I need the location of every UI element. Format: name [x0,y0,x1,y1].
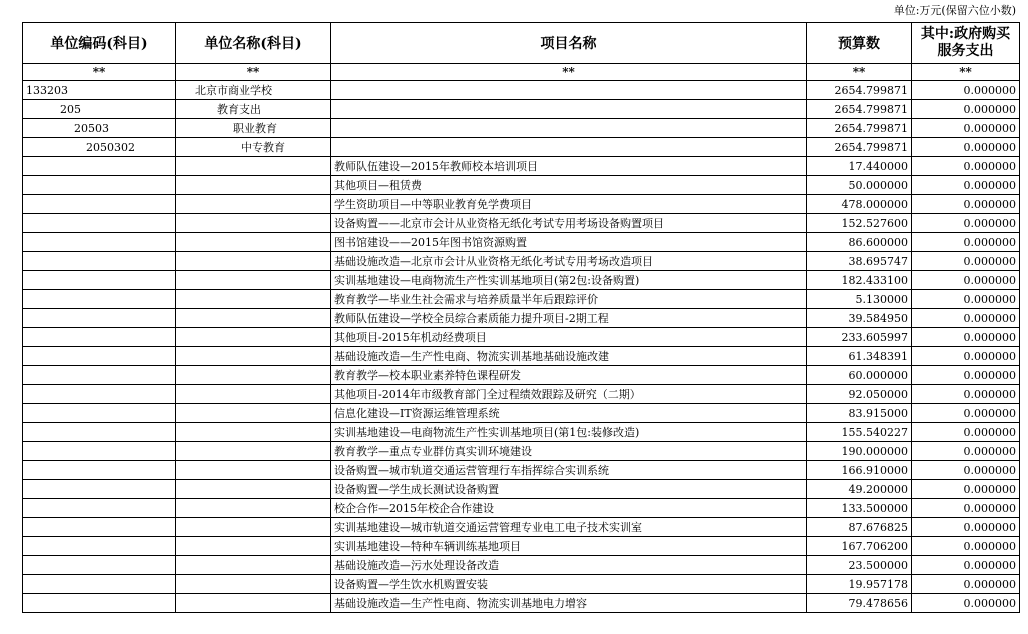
cell-unit-code [23,309,176,328]
cell-unit-code [23,385,176,404]
table-row [23,176,1020,195]
cell-project-name: 设备购置——北京市会计从业资格无纸化考试专用考场设备购置项目 [331,214,807,233]
cell-budget: 2654.799871 [807,119,912,138]
cell-unit-code [23,347,176,366]
cell-gov-purchase: 0.000000 [912,100,1020,119]
cell-budget: 87.676825 [807,518,912,537]
table-row [23,233,1020,252]
cell-gov-purchase: 0.000000 [912,385,1020,404]
cell-project-name [331,138,807,157]
cell-project-name: 实训基地建设—电商物流生产性实训基地项目(第2包:设备购置) [331,271,807,290]
cell-unit-code [23,195,176,214]
cell-budget: 233.605997 [807,328,912,347]
cell-unit-name [176,366,331,385]
cell-budget: 5.130000 [807,290,912,309]
cell-gov-purchase: 0.000000 [912,195,1020,214]
cell-gov-purchase: 0.000000 [912,518,1020,537]
cell-project-name: 学生资助项目—中等职业教育免学费项目 [331,195,807,214]
cell-budget: 38.695747 [807,252,912,271]
table-row [23,556,1020,575]
cell-unit-code [23,328,176,347]
stars-project: ** [331,64,807,81]
cell-gov-purchase: 0.000000 [912,423,1020,442]
unit-note: 单位:万元(保留六位小数) [893,4,1016,17]
cell-gov-purchase: 0.000000 [912,404,1020,423]
cell-project-name: 设备购置—学生成长测试设备购置 [331,480,807,499]
cell-unit-code: 205 [23,100,176,119]
header-project-name: 项目名称 [331,23,807,64]
cell-unit-name [176,309,331,328]
cell-unit-code [23,575,176,594]
cell-gov-purchase: 0.000000 [912,271,1020,290]
cell-unit-name [176,252,331,271]
cell-project-name: 实训基地建设—城市轨道交通运营管理专业电工电子技术实训室 [331,518,807,537]
cell-project-name: 实训基地建设—电商物流生产性实训基地项目(第1包:装修改造) [331,423,807,442]
cell-unit-code [23,499,176,518]
cell-budget: 79.478656 [807,594,912,613]
table-row [23,157,1020,176]
cell-gov-purchase: 0.000000 [912,309,1020,328]
header-budget: 预算数 [807,23,912,64]
cell-gov-purchase: 0.000000 [912,575,1020,594]
cell-unit-name [176,556,331,575]
cell-project-name [331,81,807,100]
cell-unit-name [176,347,331,366]
cell-unit-name [176,271,331,290]
cell-budget: 61.348391 [807,347,912,366]
cell-budget: 2654.799871 [807,138,912,157]
cell-project-name: 教育教学—校本职业素养特色课程研发 [331,366,807,385]
stars-gov: ** [912,64,1020,81]
cell-gov-purchase: 0.000000 [912,556,1020,575]
cell-unit-name [176,461,331,480]
table-row [23,290,1020,309]
cell-budget: 166.910000 [807,461,912,480]
table-body [23,81,1020,613]
table-row [23,423,1020,442]
table-row [23,100,1020,119]
cell-unit-name: 北京市商业学校 [176,81,331,100]
table-row [23,442,1020,461]
cell-gov-purchase: 0.000000 [912,119,1020,138]
placeholder-row [23,64,1020,81]
cell-budget: 23.500000 [807,556,912,575]
cell-unit-code [23,252,176,271]
cell-unit-name [176,594,331,613]
stars-budget: ** [807,64,912,81]
table-row [23,385,1020,404]
cell-unit-name [176,537,331,556]
header-unit-code: 单位编码(科目) [23,23,176,64]
table-row [23,81,1020,100]
cell-unit-code [23,461,176,480]
cell-gov-purchase: 0.000000 [912,461,1020,480]
cell-project-name: 教师队伍建设—2015年教师校本培训项目 [331,157,807,176]
cell-unit-name [176,385,331,404]
table-row [23,461,1020,480]
cell-unit-code [23,442,176,461]
cell-gov-purchase: 0.000000 [912,499,1020,518]
cell-gov-purchase: 0.000000 [912,594,1020,613]
table-row [23,518,1020,537]
cell-budget: 2654.799871 [807,81,912,100]
cell-budget: 86.600000 [807,233,912,252]
cell-unit-code [23,594,176,613]
cell-unit-name [176,442,331,461]
cell-unit-name [176,480,331,499]
table-row [23,480,1020,499]
table-row [23,594,1020,613]
cell-budget: 92.050000 [807,385,912,404]
cell-unit-name [176,518,331,537]
cell-gov-purchase: 0.000000 [912,214,1020,233]
cell-gov-purchase: 0.000000 [912,480,1020,499]
table-row [23,328,1020,347]
cell-budget: 60.000000 [807,366,912,385]
cell-unit-name [176,176,331,195]
cell-unit-code [23,176,176,195]
cell-gov-purchase: 0.000000 [912,328,1020,347]
cell-gov-purchase: 0.000000 [912,176,1020,195]
cell-project-name: 信息化建设—IT资源运维管理系统 [331,404,807,423]
cell-budget: 17.440000 [807,157,912,176]
cell-budget: 155.540227 [807,423,912,442]
cell-project-name: 其他项目-2015年机动经费项目 [331,328,807,347]
cell-unit-name: 教育支出 [176,100,331,119]
cell-unit-name [176,290,331,309]
cell-gov-purchase: 0.000000 [912,138,1020,157]
cell-budget: 152.527600 [807,214,912,233]
cell-unit-code [23,423,176,442]
cell-budget: 167.706200 [807,537,912,556]
cell-project-name: 校企合作—2015年校企合作建设 [331,499,807,518]
cell-gov-purchase: 0.000000 [912,537,1020,556]
cell-unit-code [23,290,176,309]
cell-unit-name [176,404,331,423]
cell-gov-purchase: 0.000000 [912,157,1020,176]
cell-gov-purchase: 0.000000 [912,233,1020,252]
budget-table [22,22,1020,613]
cell-unit-name: 职业教育 [176,119,331,138]
table-row [23,499,1020,518]
cell-gov-purchase: 0.000000 [912,347,1020,366]
cell-budget: 83.915000 [807,404,912,423]
cell-project-name: 基础设施改造—生产性电商、物流实训基地基础设施改建 [331,347,807,366]
cell-unit-name [176,328,331,347]
cell-gov-purchase: 0.000000 [912,81,1020,100]
header-unit-name: 单位名称(科目) [176,23,331,64]
cell-budget: 133.500000 [807,499,912,518]
cell-project-name: 基础设施改造—生产性电商、物流实训基地电力增容 [331,594,807,613]
cell-project-name: 教育教学—毕业生社会需求与培养质量半年后跟踪评价 [331,290,807,309]
table-row [23,119,1020,138]
cell-budget: 39.584950 [807,309,912,328]
cell-unit-code [23,366,176,385]
cell-budget: 182.433100 [807,271,912,290]
cell-project-name [331,100,807,119]
cell-project-name [331,119,807,138]
cell-budget: 19.957178 [807,575,912,594]
table-row [23,537,1020,556]
cell-unit-code [23,233,176,252]
cell-project-name: 教育教学—重点专业群仿真实训环境建设 [331,442,807,461]
cell-project-name: 教师队伍建设—学校全员综合素质能力提升项目-2期工程 [331,309,807,328]
cell-budget: 49.200000 [807,480,912,499]
cell-unit-code [23,556,176,575]
table-row [23,138,1020,157]
cell-unit-code [23,480,176,499]
cell-unit-code [23,271,176,290]
cell-budget: 2654.799871 [807,100,912,119]
cell-unit-name: 中专教育 [176,138,331,157]
table-row [23,309,1020,328]
header-row [23,23,1020,64]
cell-unit-code: 20503 [23,119,176,138]
table-row [23,404,1020,423]
cell-unit-name [176,195,331,214]
cell-unit-name [176,499,331,518]
cell-project-name: 基础设施改造—北京市会计从业资格无纸化考试专用考场改造项目 [331,252,807,271]
cell-unit-code [23,404,176,423]
table-row [23,575,1020,594]
cell-unit-code: 2050302 [23,138,176,157]
cell-budget: 190.000000 [807,442,912,461]
cell-unit-name [176,157,331,176]
table-row [23,195,1020,214]
cell-unit-code [23,537,176,556]
cell-project-name: 图书馆建设——2015年图书馆资源购置 [331,233,807,252]
cell-unit-code [23,214,176,233]
table-row [23,252,1020,271]
cell-unit-name [176,575,331,594]
cell-project-name: 设备购置—城市轨道交通运营管理行车指挥综合实训系统 [331,461,807,480]
table-row [23,347,1020,366]
cell-unit-code [23,518,176,537]
cell-gov-purchase: 0.000000 [912,252,1020,271]
table-row [23,366,1020,385]
cell-project-name: 设备购置—学生饮水机购置安装 [331,575,807,594]
cell-budget: 50.000000 [807,176,912,195]
cell-project-name: 其他项目—租赁费 [331,176,807,195]
header-gov-purchase: 其中:政府购买服务支出 [912,23,1020,64]
cell-budget: 478.000000 [807,195,912,214]
cell-unit-name [176,233,331,252]
cell-gov-purchase: 0.000000 [912,290,1020,309]
cell-unit-name [176,423,331,442]
cell-project-name: 其他项目-2014年市级教育部门全过程绩效跟踪及研究（二期） [331,385,807,404]
cell-unit-name [176,214,331,233]
cell-gov-purchase: 0.000000 [912,366,1020,385]
stars-name: ** [176,64,331,81]
cell-gov-purchase: 0.000000 [912,442,1020,461]
table-row [23,214,1020,233]
table-row [23,271,1020,290]
stars-code: ** [23,64,176,81]
cell-project-name: 基础设施改造—污水处理设备改造 [331,556,807,575]
cell-unit-code [23,157,176,176]
cell-project-name: 实训基地建设—特种车辆训练基地项目 [331,537,807,556]
cell-unit-code: 133203 [23,81,176,100]
